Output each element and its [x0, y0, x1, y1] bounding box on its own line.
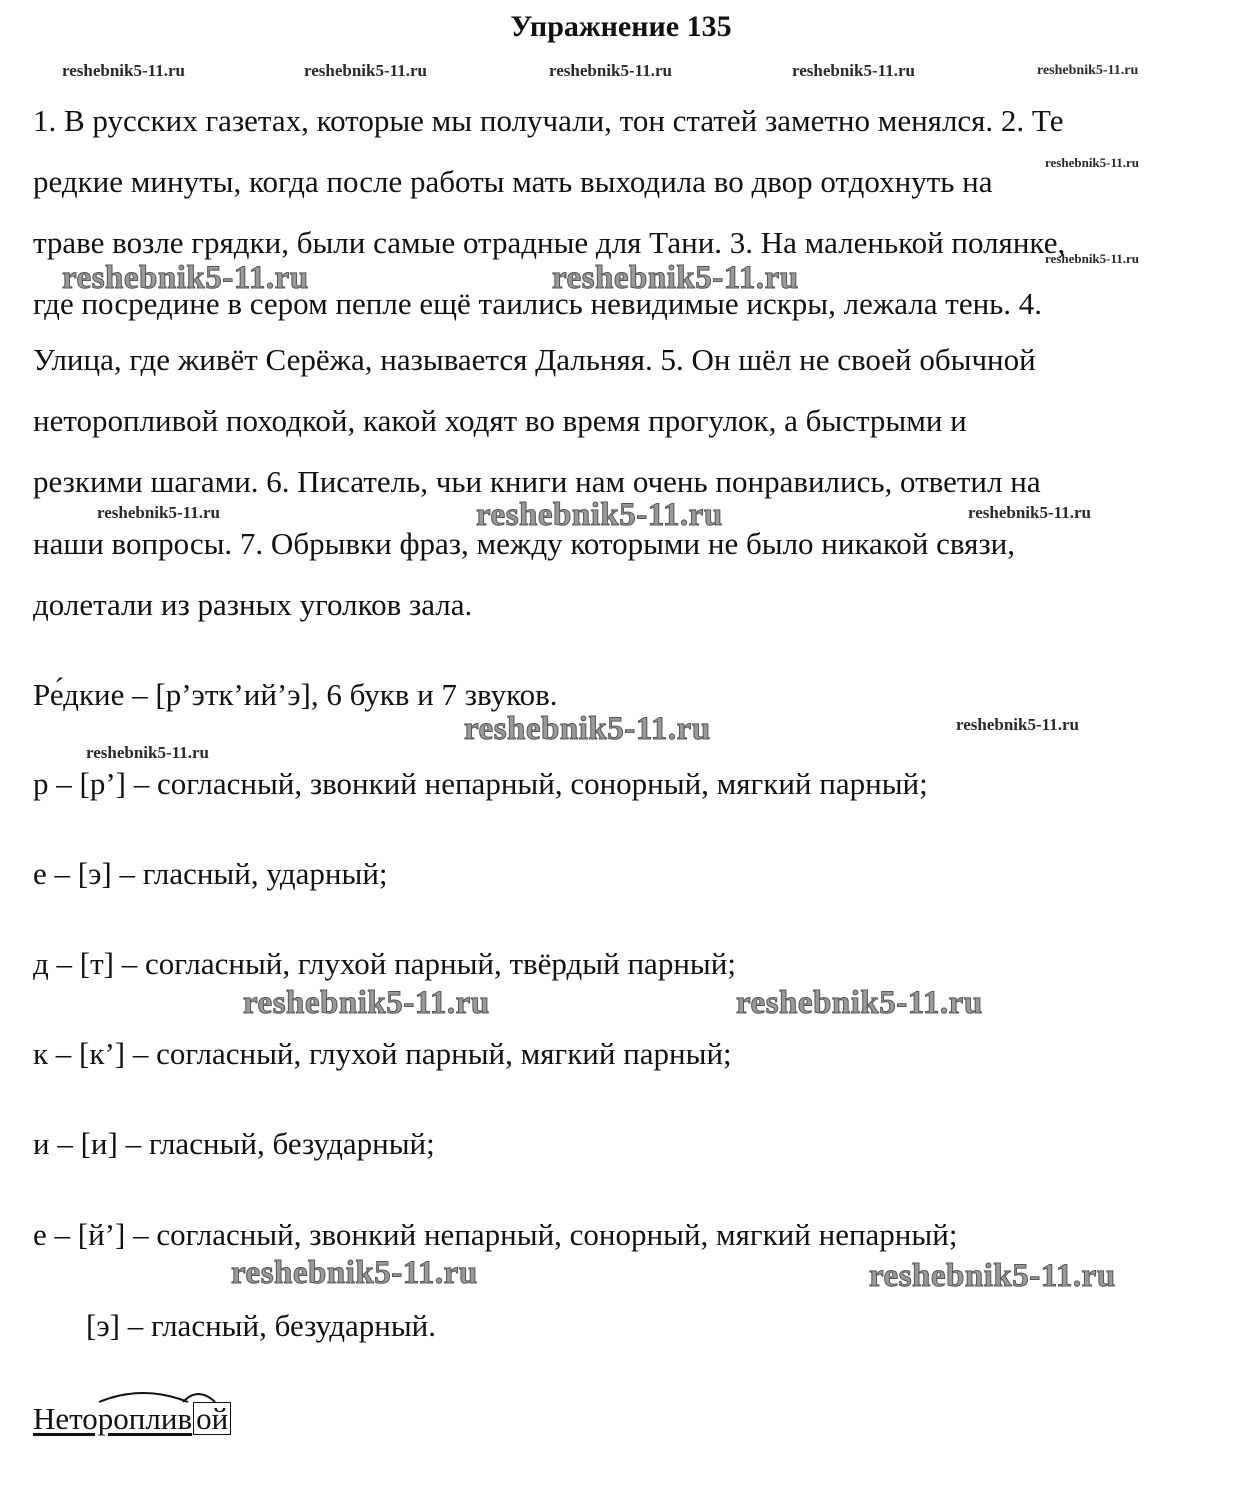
text-line: 1. В русских газетах, которые мы получали, тон статей заметно менялся. 2. Те: [33, 103, 1064, 138]
watermark: reshebnik5-11.ru: [1037, 63, 1139, 78]
text-line: неторопливой походкой, какой ходят во время прогулок, а быстрыми и: [33, 403, 967, 438]
analysis-item: к – [к’] – согласный, глухой парный, мягкий парный;: [33, 1036, 732, 1071]
watermark: reshebnik5-11.ru: [1045, 251, 1140, 266]
watermark: reshebnik5-11.ru: [62, 260, 309, 296]
page-title: Упражнение 135: [510, 10, 732, 43]
watermark: reshebnik5-11.ru: [243, 985, 490, 1021]
watermark: reshebnik5-11.ru: [792, 61, 915, 80]
morpheme-word: [33, 1402, 231, 1435]
analysis-item: и – [и] – гласный, безударный;: [33, 1126, 435, 1161]
text-line: где посредине в сером пепле ещё таились невидимые искры, лежала тень. 4.: [33, 286, 1043, 321]
watermark: reshebnik5-11.ru: [464, 711, 711, 747]
watermark: reshebnik5-11.ru: [869, 1258, 1116, 1294]
watermark: reshebnik5-11.ru: [549, 61, 672, 80]
analysis-heading: Ре́дкие – [р’этк’ий’э], 6 букв и 7 звуков.: [33, 677, 558, 712]
analysis-item: [э] – гласный, безударный.: [86, 1308, 437, 1343]
morpheme-stem: Неторопли: [33, 1401, 178, 1436]
watermark: reshebnik5-11.ru: [304, 61, 427, 80]
watermark: reshebnik5-11.ru: [62, 61, 185, 80]
text-line: Улица, где живёт Серёжа, называется Дальняя. 5. Он шёл не своей обычной: [33, 342, 1036, 377]
watermark: reshebnik5-11.ru: [476, 497, 723, 533]
analysis-item: е – [э] – гласный, ударный;: [33, 856, 388, 891]
watermark: reshebnik5-11.ru: [968, 503, 1091, 522]
text-line: долетали из разных уголков зала.: [33, 587, 473, 622]
watermark: reshebnik5-11.ru: [1045, 155, 1140, 170]
watermark: reshebnik5-11.ru: [97, 503, 220, 522]
watermark: reshebnik5-11.ru: [736, 985, 983, 1021]
analysis-item: д – [т] – согласный, глухой парный, твёрдый парный;: [33, 946, 736, 981]
text-line: резкими шагами. 6. Писатель, чьи книги нам очень понравились, ответил на: [33, 464, 1041, 499]
text-line: наши вопросы. 7. Обрывки фраз, между которыми не было никакой связи,: [33, 526, 1015, 561]
text-line: редкие минуты, когда после работы мать выходила во двор отдохнуть на: [33, 164, 993, 199]
morpheme-suffix-end: в: [177, 1401, 193, 1436]
watermark: reshebnik5-11.ru: [231, 1255, 478, 1291]
watermark: reshebnik5-11.ru: [956, 715, 1079, 734]
morpheme-ending: ой: [193, 1402, 231, 1435]
analysis-item: е – [й’] – согласный, звонкий непарный, сонорный, мягкий непарный;: [33, 1217, 958, 1252]
text-line: траве возле грядки, были самые отрадные для Тани. 3. На маленькой полянке,: [33, 225, 1066, 260]
analysis-item: р – [р’] – согласный, звонкий непарный, сонорный, мягкий парный;: [33, 766, 928, 801]
watermark: reshebnik5-11.ru: [552, 260, 799, 296]
watermark: reshebnik5-11.ru: [86, 743, 209, 762]
